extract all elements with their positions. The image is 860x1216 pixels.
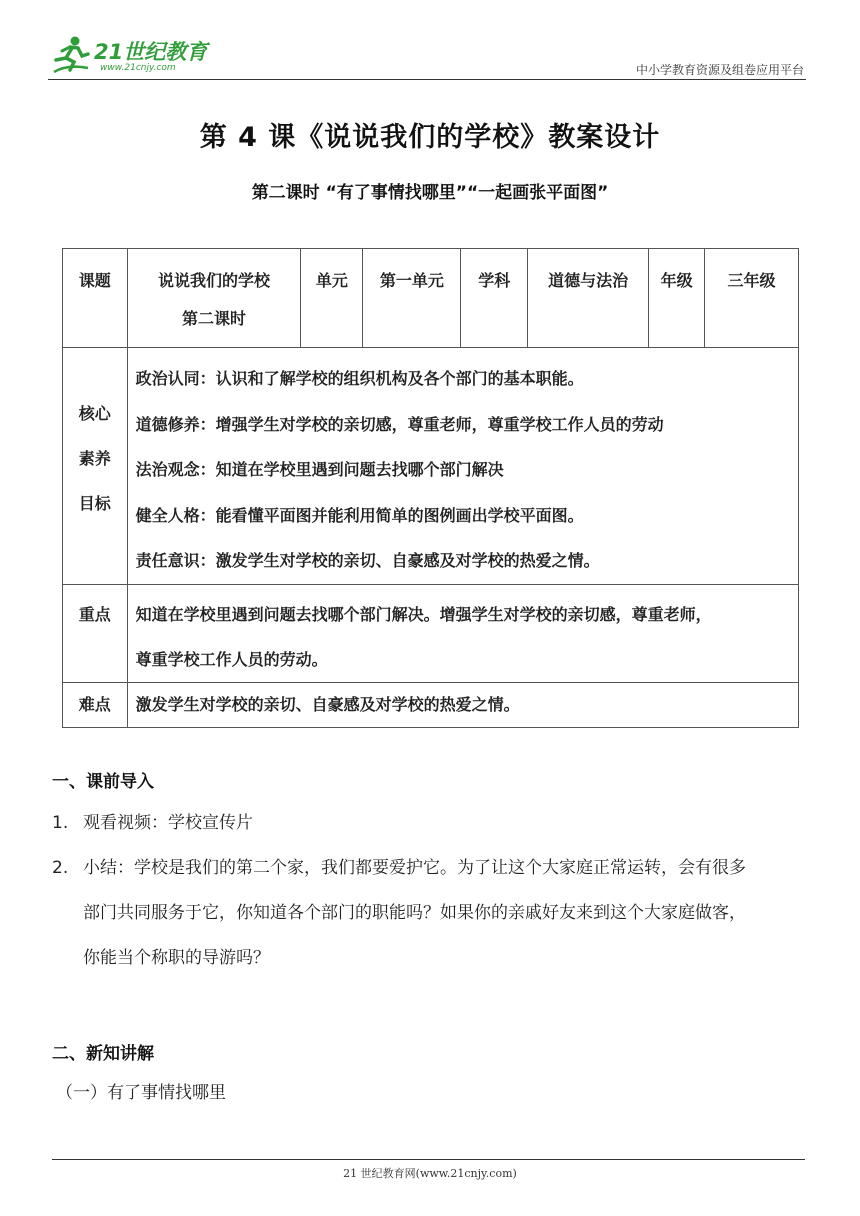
- core-goal-line: 政治认同：认识和了解学校的组织机构及各个部门的基本职能。: [135, 369, 584, 388]
- subject-label: 学科: [478, 271, 511, 290]
- logo-url: www.21cnjy.com: [100, 63, 176, 73]
- core-goals: [128, 348, 798, 584]
- page-footer: 21 世纪教育网(www.21cnjy.com): [343, 1167, 517, 1180]
- table-row: [63, 348, 799, 585]
- logo-text: 21世纪教育: [94, 40, 208, 64]
- page-header: [48, 34, 806, 82]
- header-divider: [48, 79, 806, 80]
- page-subtitle: 第二课时 “有了事情找哪里”“一起画张平面图”: [251, 183, 609, 203]
- core-goal-line: 道德修养：增强学生对学校的亲切感，尊重老师，尊重学校工作人员的劳动: [135, 414, 664, 434]
- unit-label: 单元: [315, 271, 348, 290]
- subject-value: 道德与法治: [548, 271, 629, 290]
- list-number: 2.: [52, 858, 69, 878]
- grade-value: 三年级: [727, 271, 776, 290]
- subsection-heading: （一）有了事情找哪里: [56, 1083, 226, 1103]
- list-item-text: 观看视频：学校宣传片: [83, 813, 253, 833]
- list-number: 1.: [52, 813, 69, 833]
- difficult-point-label: 难点: [78, 694, 111, 714]
- difficult-point-text: 激发学生对学校的亲切、自豪感及对学校的热爱之情。: [135, 694, 520, 714]
- core-goal-line: 责任意识：激发学生对学校的亲切、自豪感及对学校的热爱之情。: [135, 551, 600, 570]
- grade-label: 年级: [660, 271, 693, 290]
- core-goal-line: 健全人格：能看懂平面图并能利用简单的图例画出学校平面图。: [135, 505, 584, 525]
- section-heading-new-knowledge: 二、新知讲解: [52, 1044, 154, 1064]
- unit-value: 第一单元: [379, 271, 444, 290]
- topic-label: 课题: [78, 271, 111, 290]
- key-point-text: 知道在学校里遇到问题去找哪个部门解决。增强学生对学校的亲切感，尊重老师， 尊重学校工作人员的劳动。: [135, 604, 712, 669]
- runner-logo-icon: [48, 34, 96, 78]
- footer-divider: [52, 1159, 805, 1160]
- table-row: [63, 682, 799, 727]
- table-row: [63, 584, 799, 682]
- topic-line-1: 说说我们的学校: [158, 271, 271, 290]
- topic-value: [128, 249, 301, 338]
- topic-line-2: 第二课时: [182, 309, 247, 328]
- core-label: 核心 素养 目标: [78, 404, 111, 513]
- logo: [48, 34, 218, 78]
- lesson-info-table: [62, 248, 799, 728]
- key-point-label: 重点: [78, 604, 111, 624]
- core-goal-line: 法治观念：知道在学校里遇到问题去找哪个部门解决: [135, 460, 504, 479]
- list-item-text: 小结：学校是我们的第二个家，我们都要爱护它。为了让这个大家庭正常运转，会有很多 部门共同服务于它，你知道各个部门的职能吗？如果你的亲戚好友来到这个大家庭做客， 你能当个称职的导游吗？: [83, 858, 746, 968]
- section-heading-intro: 一、课前导入: [52, 772, 154, 792]
- table-row: [63, 249, 799, 348]
- platform-name: 中小学教育资源及组卷应用平台: [635, 63, 804, 77]
- page-title: 第 4 课《说说我们的学校》教案设计: [199, 122, 661, 153]
